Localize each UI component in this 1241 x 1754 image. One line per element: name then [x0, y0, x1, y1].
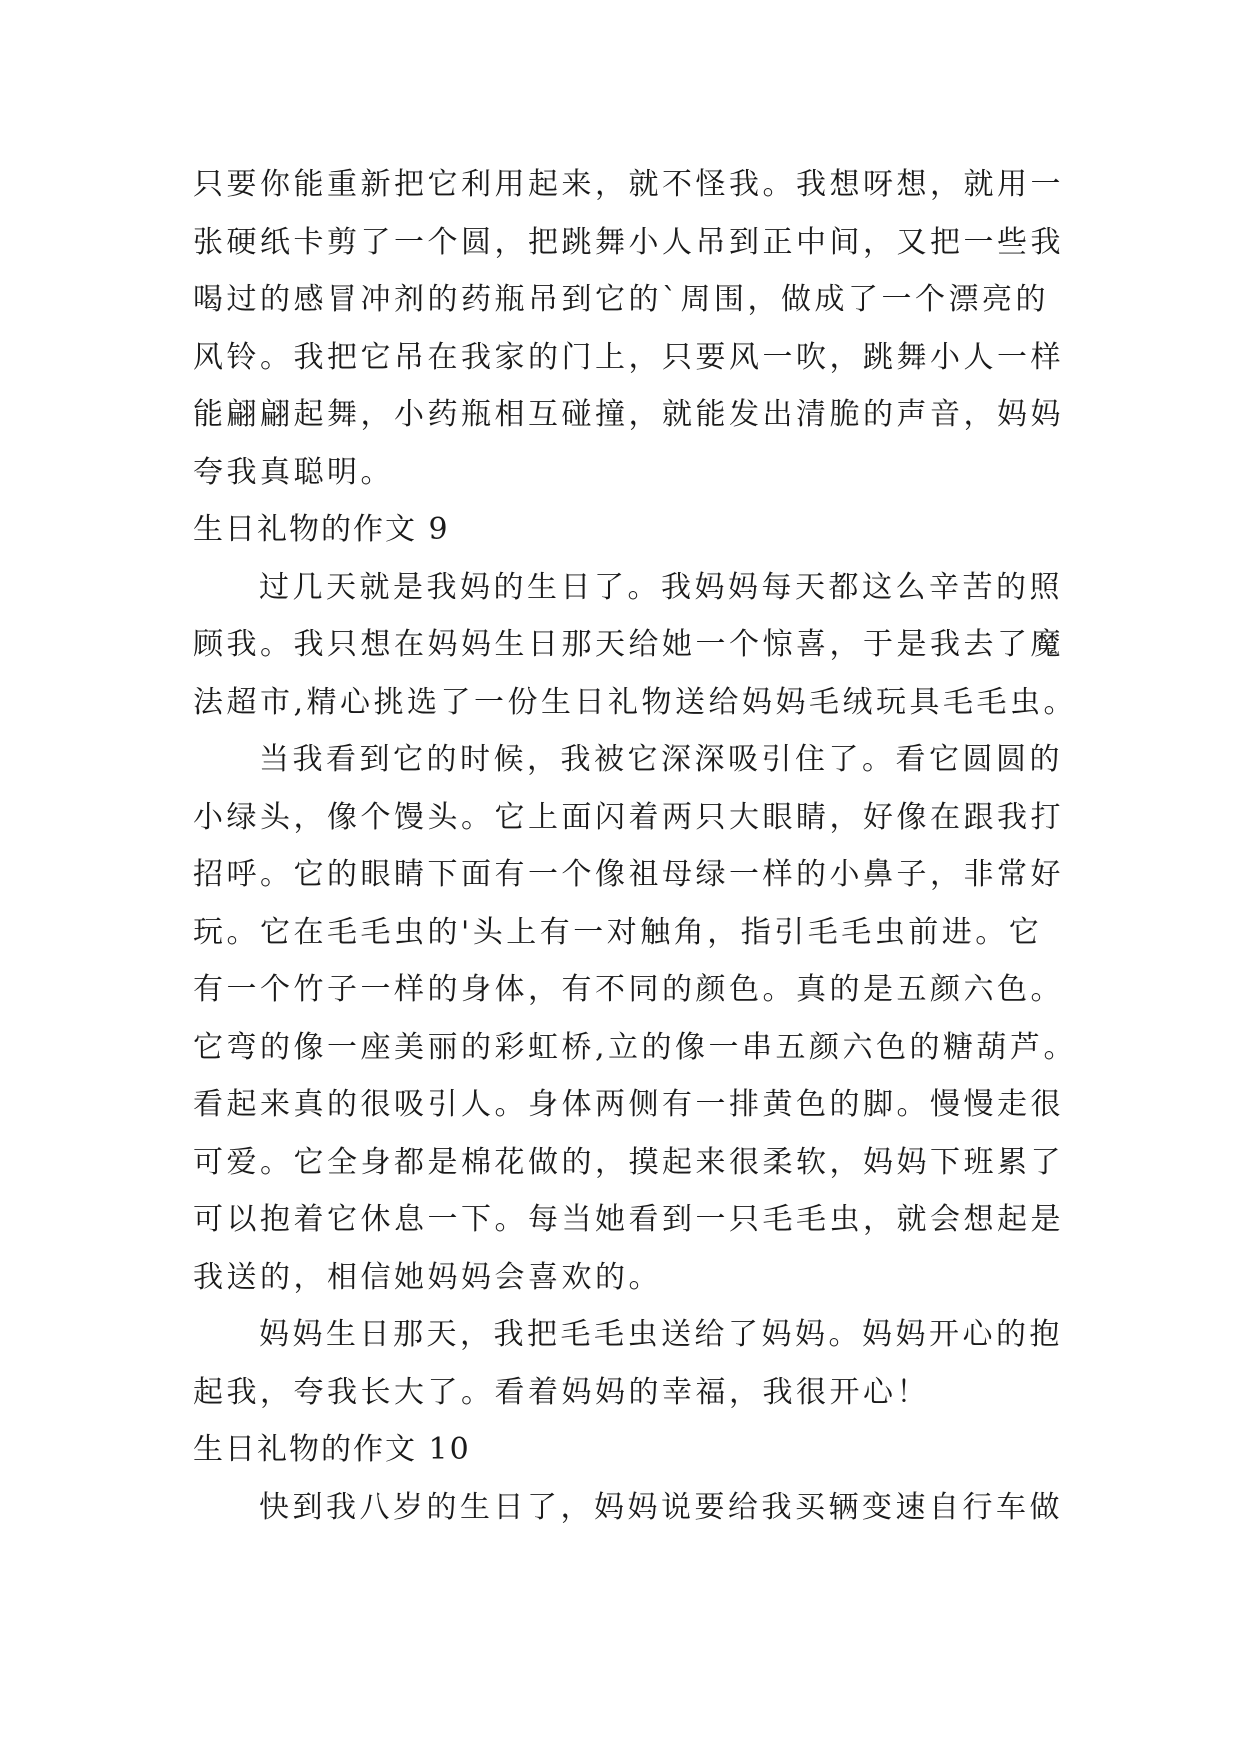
text-line: 夸我真聪明。	[193, 454, 394, 490]
document-body	[193, 156, 1078, 1536]
text-line: 可爱。它全身都是棉花做的，摸起来很柔软，妈妈下班累了	[193, 1144, 1064, 1180]
text-line: 过几天就是我妈的生日了。我妈妈每天都这么辛苦的照	[259, 569, 1063, 605]
text-line: 可以抱着它休息一下。每当她看到一只毛毛虫，就会想起是	[193, 1202, 1064, 1237]
text-line: 能翩翩起舞，小药瓶相互碰撞，就能发出清脆的声音，妈妈	[193, 397, 1064, 432]
text-line: 顾我。我只想在妈妈生日那天给她一个惊喜，于是我去了魔	[193, 627, 1064, 662]
text-line: 起我，夸我长大了。看着妈妈的幸福，我很开心！	[193, 1374, 930, 1410]
text-line: 风铃。我把它吊在我家的门上，只要风一吹，跳舞小人一样	[193, 339, 1064, 375]
text-line: 只要你能重新把它利用起来，就不怪我。我想呀想，就用一	[193, 167, 1064, 202]
text-line: 玩。它在毛毛虫的'头上有一对触角，指引毛毛虫前进。它	[193, 914, 1043, 950]
text-line: 张硬纸卡剪了一个圆，把跳舞小人吊到正中间，又把一些我	[193, 224, 1064, 260]
text-line: 它弯的像一座美丽的彩虹桥,立的像一串五颜六色的糖葫芦。	[193, 1029, 1078, 1065]
text-line: 小绿头，像个馒头。它上面闪着两只大眼睛，好像在跟我打	[193, 799, 1064, 835]
text-line: 当我看到它的时候，我被它深深吸引住了。看它圆圆的	[259, 742, 1063, 777]
text-line: 我送的，相信她妈妈会喜欢的。	[193, 1259, 662, 1295]
text-line: 招呼。它的眼睛下面有一个像祖母绿一样的小鼻子，非常好	[193, 857, 1064, 892]
section-heading: 生日礼物的作文 10	[193, 1432, 471, 1467]
text-line: 看起来真的很吸引人。身体两侧有一排黄色的脚。慢慢走很	[193, 1087, 1064, 1122]
text-line: 快到我八岁的生日了，妈妈说要给我买辆变速自行车做	[259, 1489, 1063, 1525]
text-line: 妈妈生日那天，我把毛毛虫送给了妈妈。妈妈开心的抱	[259, 1317, 1063, 1352]
text-line: 有一个竹子一样的身体，有不同的颜色。真的是五颜六色。	[193, 972, 1064, 1007]
text-line: 喝过的感冒冲剂的药瓶吊到它的`周围，做成了一个漂亮的	[193, 282, 1049, 317]
text-line: 法超市,精心挑选了一份生日礼物送给妈妈毛绒玩具毛毛虫。	[193, 684, 1078, 720]
section-heading: 生日礼物的作文 9	[193, 512, 450, 547]
